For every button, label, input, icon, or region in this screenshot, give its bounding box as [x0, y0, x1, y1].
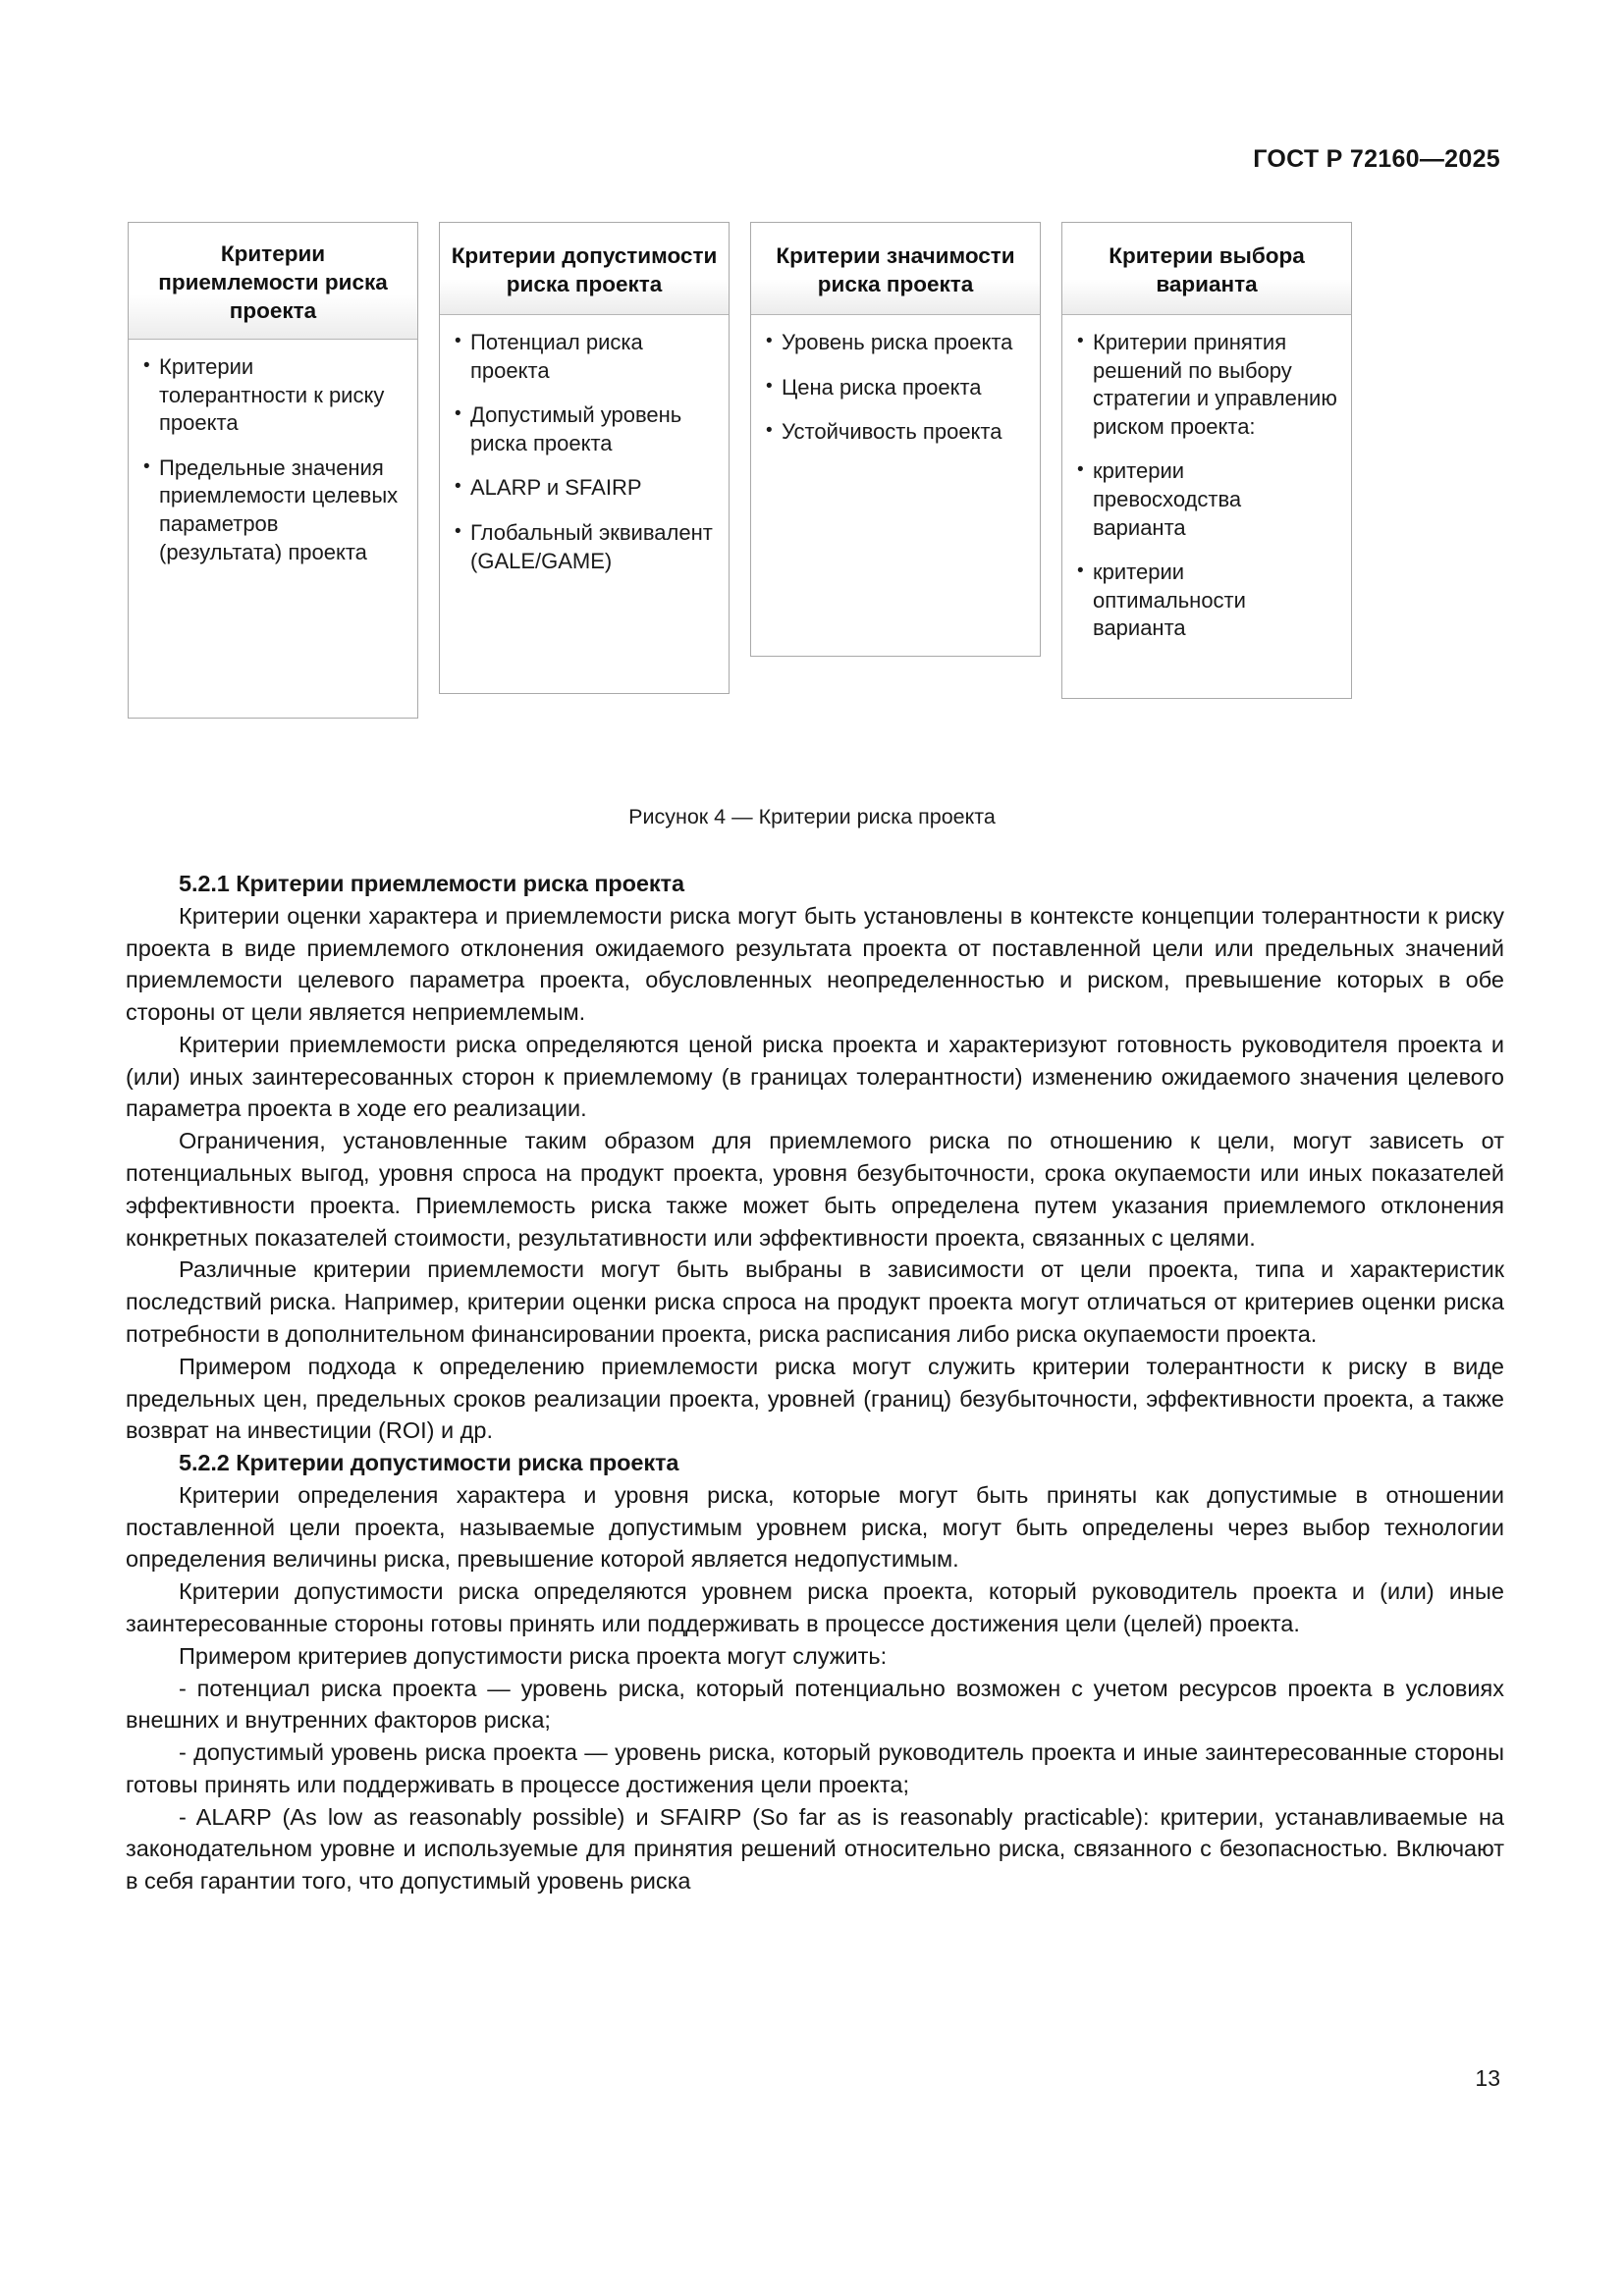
- list-item: • критерии оптимальности варианта: [1076, 559, 1337, 643]
- criteria-box-body: [129, 340, 417, 718]
- figure-4-criteria-diagram: [128, 222, 1502, 719]
- section-heading-5-2-2: 5.2.2 Критерии допустимости риска проекта: [179, 1450, 679, 1476]
- paragraph: Ограничения, установленные таким образом для приемлемого риска по отношению к цели, могут зависеть от потенциальных выгод, уровня спроса на продукт проекта, уровня безубыточности, срока окупаемости или иных показателей эффективности проекта. Приемлемость риска также может быть определена путем указания приемлемого отклонения конкретных показателей стоимости, результативности или эффективности проекта, связанных с целями.: [126, 1128, 1504, 1251]
- paragraph: Примером подхода к определению приемлемости риска могут служить критерии толерантности к риску в виде предельных цен, предельных сроков реализации проекта, уровней (границ) безубыточности, эффективности проекта, а также возврат на инвестиции (ROI) и др.: [126, 1353, 1504, 1444]
- criteria-box-title: Критерии допустимости риска проекта: [440, 223, 729, 315]
- list-item: • ALARP и SFAIRP: [454, 474, 715, 503]
- paragraph: Различные критерии приемлемости могут быть выбраны в зависимости от цели проекта, типа и характеристик последствий риска. Например, критерии оценки риска спроса на продукт проекта могут отличаться от критериев оценки риска потребности в дополнительном финансировании проекта, риска расписания либо риска окупаемости проекта.: [126, 1256, 1504, 1347]
- paragraph: Критерии оценки характера и приемлемости риска могут быть установлены в контексте концепции толерантности к риску проекта в виде приемлемого отклонения ожидаемого результата проекта от поставленной цели или предельных значений приемлемости целевого параметра проекта, обусловленных неопределенностью и риском, превышение которых в обе стороны от цели является неприемлемым.: [126, 902, 1504, 1026]
- criteria-box-body: [751, 315, 1040, 656]
- list-paragraph: - ALARP (As low as reasonably possible) и SFAIRP (So far as is reasonably practicable): критерии, устанавливаемые на законодательном уровне и используемые для принятия решений относительно риска, связанного с безопасностью. Включают в себя гарантии того, что допустимый уровень риска: [126, 1803, 1504, 1895]
- criteria-box-significance: [750, 222, 1041, 657]
- paragraph: Критерии приемлемости риска определяются ценой риска проекта и характеризуют готовность руководителя проекта и (или) иных заинтересованных сторон к приемлемому (в границах толерантности) изменению ожидаемого значения целевого параметра проекта в ходе его реализации.: [126, 1031, 1504, 1122]
- paragraph: Примером критериев допустимости риска проекта могут служить:: [179, 1642, 888, 1669]
- list-item: • Цена риска проекта: [765, 374, 1026, 402]
- paragraph: Критерии допустимости риска определяются уровнем риска проекта, который руководитель проекта и (или) иные заинтересованные стороны готовы принять или поддерживать в процессе достижения цели (целей) проекта.: [126, 1578, 1504, 1636]
- page-number: 13: [1475, 2065, 1500, 2091]
- criteria-box-body: [1062, 315, 1351, 698]
- criteria-box-body: [440, 315, 729, 693]
- list-item: • Критерии толерантности к риску проекта: [142, 353, 404, 438]
- list-item: • Устойчивость проекта: [765, 418, 1026, 447]
- list-item: • Потенциал риска проекта: [454, 329, 715, 385]
- criteria-box-title: Критерии выбора варианта: [1062, 223, 1351, 315]
- criteria-box-title: Критерии приемлемости риска проекта: [129, 223, 417, 340]
- list-item: • Глобальный эквивалент (GALE/GAME): [454, 519, 715, 575]
- list-paragraph: - потенциал риска проекта — уровень риска, который потенциально возможен с учетом ресурсов проекта в условиях внешних и внутренних факторов риска;: [126, 1675, 1504, 1734]
- standard-code-header: ГОСТ Р 72160—2025: [1253, 145, 1500, 173]
- list-item: • Критерии принятия решений по выбору стратегии и управлению риском проекта:: [1076, 329, 1337, 441]
- list-paragraph: - допустимый уровень риска проекта — уровень риска, который руководитель проекта и иные заинтересованные стороны готовы принять или поддерживать в процессе достижения цели проекта;: [126, 1739, 1504, 1797]
- criteria-box-admissibility: [439, 222, 730, 694]
- body-text: [126, 868, 1504, 1897]
- criteria-box-option-selection: [1061, 222, 1352, 699]
- list-item: • Предельные значения приемлемости целевых параметров (результата) проекта: [142, 454, 404, 566]
- list-item: • Уровень риска проекта: [765, 329, 1026, 357]
- criteria-box-acceptability: [128, 222, 418, 719]
- list-item: • критерии превосходства варианта: [1076, 457, 1337, 542]
- section-heading-5-2-1: 5.2.1 Критерии приемлемости риска проекта: [179, 871, 684, 896]
- paragraph: Критерии определения характера и уровня риска, которые могут быть приняты как допустимые в отношении поставленной цели проекта, называемые допустимым уровнем риска, могут быть определены через выбор технологии определения величины риска, превышение которой является недопустимым.: [126, 1481, 1504, 1573]
- list-item: • Допустимый уровень риска проекта: [454, 401, 715, 457]
- figure-caption: Рисунок 4 — Критерии риска проекта: [628, 805, 996, 828]
- criteria-box-title: Критерии значимости риска проекта: [751, 223, 1040, 315]
